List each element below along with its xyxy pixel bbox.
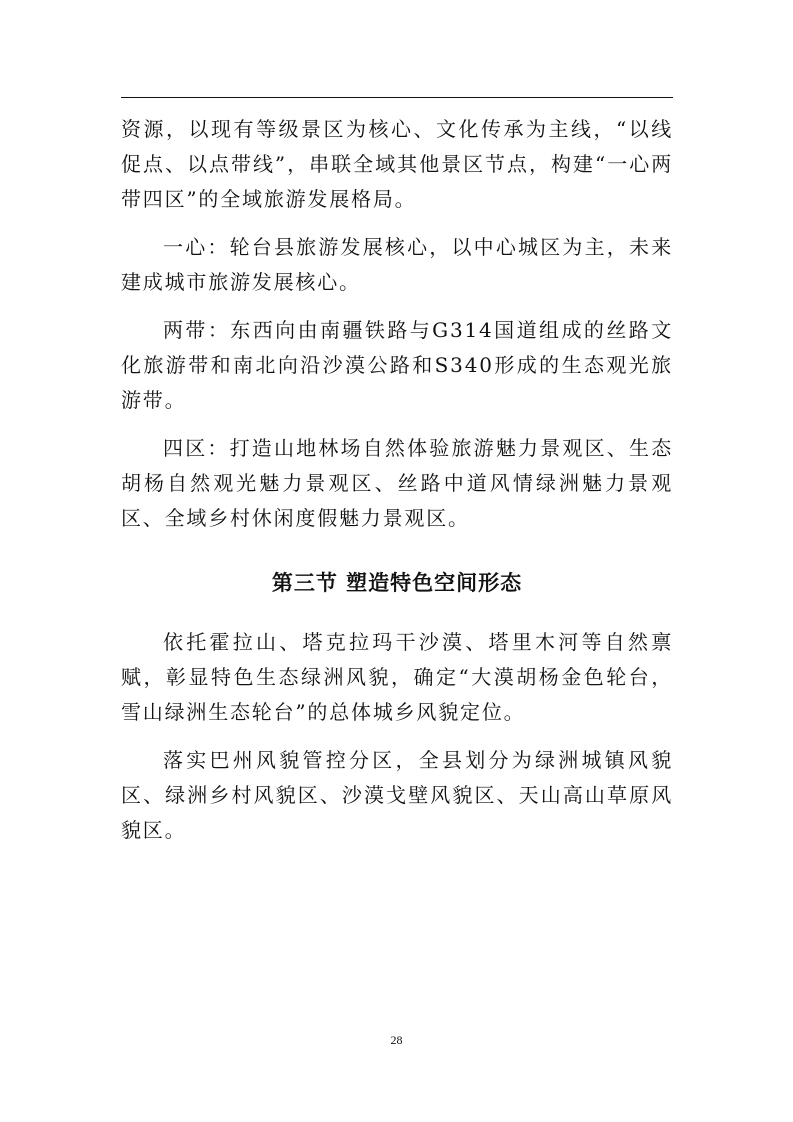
paragraph-natural-endowment: 依托霍拉山、塔克拉玛干沙漠、塔里木河等自然禀赋，彰显特色生态绿洲风貌，确定“大漠胡杨金色轮台，雪山绿洲生态轮台”的总体城乡风貌定位。: [121, 630, 673, 724]
document-body: [121, 112, 673, 848]
section-heading: 第三节 塑造特色空间形态: [271, 571, 523, 595]
paragraph-four-zones: 四区：打造山地林场自然体验旅游魅力景观区、生态胡杨自然观光魅力景观区、丝路中道风情绿洲魅力景观区、全域乡村休闲度假魅力景观区。: [121, 436, 673, 530]
page-number: 28: [390, 1033, 403, 1047]
paragraph-continuation: 资源，以现有等级景区为核心、文化传承为主线，“以线促点、以点带线”，串联全域其他景区节点，构建“一心两带四区”的全域旅游发展格局。: [121, 117, 673, 211]
paragraph-two-belts: 两带：东西向由南疆铁路与G314国道组成的丝路文化旅游带和南北向沿沙漠公路和S340形成的生态观光旅游带。: [121, 318, 673, 412]
header-rule: [121, 97, 673, 98]
paragraph-landscape-zones: 落实巴州风貌管控分区，全县划分为绿洲城镇风貌区、绿洲乡村风貌区、沙漠戈壁风貌区、天山高山草原风貌区。: [121, 748, 673, 842]
paragraph-one-core: 一心：轮台县旅游发展核心，以中心城区为主，未来建成城市旅游发展核心。: [121, 235, 673, 294]
